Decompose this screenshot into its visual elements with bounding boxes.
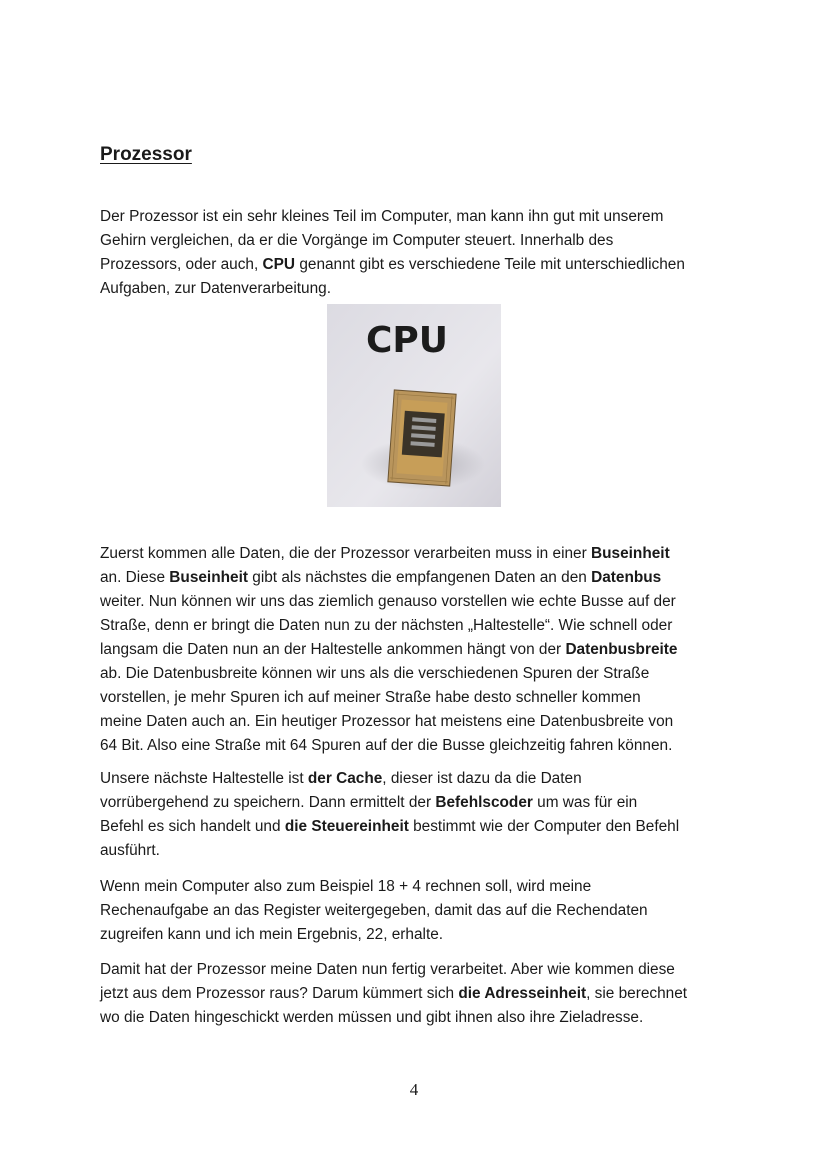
text-line: wo die Daten hingeschickt werden müssen und gibt ihnen also ihre Zieladresse. bbox=[100, 1009, 644, 1026]
text-line: zugreifen kann und ich mein Ergebnis, 22, erhalte. bbox=[100, 926, 444, 943]
cache-paragraph bbox=[100, 767, 740, 863]
text-run: Prozessors, oder auch, bbox=[100, 256, 263, 273]
bold-term-adresseinheit: die Adresseinheit bbox=[458, 985, 587, 1002]
text-line: Aufgaben, zur Datenverarbeitung. bbox=[100, 280, 332, 297]
bold-term-datenbus: Datenbus bbox=[591, 569, 662, 586]
cpu-label: CPU bbox=[365, 320, 449, 361]
text-line: weiter. Nun können wir uns das ziemlich genauso vorstellen wie echte Busse auf der bbox=[100, 593, 676, 610]
text-run: Befehl es sich handelt und bbox=[100, 818, 285, 835]
text-line: Damit hat der Prozessor meine Daten nun fertig verarbeitet. Aber wie kommen diese bbox=[100, 961, 675, 978]
text-run: um was für ein bbox=[532, 794, 638, 811]
text-line bbox=[100, 253, 740, 277]
page-title: Prozessor bbox=[100, 144, 192, 165]
page-number: 4 bbox=[409, 1080, 419, 1099]
text-line: ausführt. bbox=[100, 842, 160, 859]
text-line: Rechenaufgabe an das Register weitergegeben, damit das auf die Rechendaten bbox=[100, 902, 648, 919]
text-run: , sie berechnet bbox=[586, 985, 688, 1002]
text-run: , dieser ist dazu da die Daten bbox=[382, 770, 582, 787]
text-run: vorrübergehend zu speichern. Dann ermittelt der bbox=[100, 794, 436, 811]
text-line: 64 Bit. Also eine Straße mit 64 Spuren auf der die Busse gleichzeitig fahren können. bbox=[100, 737, 673, 754]
text-run: Zuerst kommen alle Daten, die der Prozessor verarbeiten muss in einer bbox=[100, 545, 592, 562]
address-paragraph bbox=[100, 958, 740, 1030]
bold-term-buseinheit: Buseinheit bbox=[591, 545, 670, 562]
cpu-photo bbox=[327, 304, 501, 507]
bold-term-cpu: CPU bbox=[262, 256, 296, 273]
text-line bbox=[100, 767, 740, 791]
example-paragraph bbox=[100, 875, 740, 947]
bold-term-buseinheit: Buseinheit bbox=[169, 569, 248, 586]
bold-term-befehlscoder: Befehlscoder bbox=[435, 794, 533, 811]
bus-paragraph bbox=[100, 542, 740, 758]
bold-term-cache: der Cache bbox=[307, 770, 383, 787]
text-line: Wenn mein Computer also zum Beispiel 18 + 4 rechnen soll, wird meine bbox=[100, 878, 592, 895]
text-line: ab. Die Datenbusbreite können wir uns als die verschiedenen Spuren der Straße bbox=[100, 665, 650, 682]
text-line bbox=[100, 982, 740, 1006]
text-line bbox=[100, 791, 740, 815]
text-run: langsam die Daten nun an der Haltestelle ankommen hängt von der bbox=[100, 641, 566, 658]
text-line: vorstellen, je mehr Spuren ich auf meiner Straße habe desto schneller kommen bbox=[100, 689, 641, 706]
text-run: gibt als nächstes die empfangenen Daten an den bbox=[247, 569, 592, 586]
bold-term-datenbusbreite: Datenbusbreite bbox=[565, 641, 678, 658]
text-line bbox=[100, 542, 740, 566]
text-line: meine Daten auch an. Ein heutiger Prozessor hat meistens eine Datenbusbreite von bbox=[100, 713, 674, 730]
text-line: Straße, denn er bringt die Daten nun zu der nächsten „Haltestelle“. Wie schnell oder bbox=[100, 617, 673, 634]
text-run: an. Diese bbox=[100, 569, 170, 586]
text-run: genannt gibt es verschiedene Teile mit unterschiedlichen bbox=[295, 256, 685, 273]
text-line: Gehirn vergleichen, da er die Vorgänge im Computer steuert. Innerhalb des bbox=[100, 232, 614, 249]
text-run: jetzt aus dem Prozessor raus? Darum kümmert sich bbox=[100, 985, 459, 1002]
text-line bbox=[100, 815, 740, 839]
bold-term-steuereinheit: die Steuereinheit bbox=[284, 818, 409, 835]
text-run: bestimmt wie der Computer den Befehl bbox=[408, 818, 680, 835]
text-line bbox=[100, 566, 740, 590]
text-line bbox=[100, 638, 740, 662]
text-line: Der Prozessor ist ein sehr kleines Teil im Computer, man kann ihn gut mit unserem bbox=[100, 208, 664, 225]
intro-paragraph bbox=[100, 205, 740, 301]
text-run: Unsere nächste Haltestelle ist bbox=[100, 770, 308, 787]
